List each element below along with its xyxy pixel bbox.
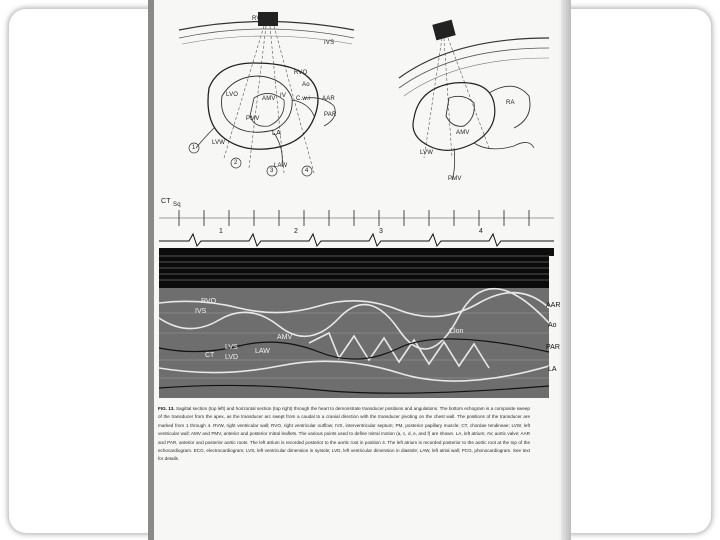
ecg-strip <box>159 196 554 256</box>
label-amv-right: AMV <box>456 130 470 136</box>
label-pmv: PMV <box>246 116 260 122</box>
scanned-page <box>148 0 571 540</box>
label-ao: Ao <box>302 82 310 88</box>
label-la: LA <box>272 130 281 137</box>
horizontal-heart-diagram <box>394 8 554 188</box>
label-lvw: LVW <box>212 140 226 146</box>
label-lvd: LVD <box>225 354 239 361</box>
label-ct-ecg: CT <box>161 198 171 205</box>
label-pmv-right: PMV <box>448 176 462 182</box>
label-par: PAR <box>324 112 337 118</box>
sagittal-heart-diagram <box>174 8 359 188</box>
label-par-side: PAR <box>546 344 560 351</box>
label-clon: Clon <box>449 328 464 335</box>
label-ra: RA <box>506 100 515 106</box>
label-ivs: IVS <box>324 40 335 46</box>
position-1-label: 1 <box>192 145 196 151</box>
label-lvw-right: LVW <box>420 150 434 156</box>
label-amv: AMV <box>262 96 276 102</box>
figure-number: FIG. 13. <box>158 406 175 411</box>
horizontal-heart-drawing <box>394 8 554 188</box>
label-rvw: RVW <box>252 16 267 22</box>
label-lvo: LVO <box>226 92 239 98</box>
label-lvs: LVS <box>225 344 238 351</box>
label-la-side: LA <box>548 366 557 373</box>
label-ct-echo: CT <box>205 352 215 359</box>
ecg-position-2: 2 <box>294 228 299 235</box>
caption-text: Sagittal section (top left) and horizontal section (top right) through the heart to demonstrate transducer positions and angulations. The bottom echogram is a composite sweep of the transducer from the apex, as the transducer arc swept from a caudal to a cranial direction with the transducer pivoting on the chest wall. The positions of the transducer are marked from 1 through 4. RVW, right ventricular wall; RVO, right ventricular outflow; IVS, interventricular septum; PM, posterior papillary muscle; CT, chordae tendineae; LVW, left ventricular wall; AMV and PMV, anterior and posterior mitral leaflets. The various points used to define mitral motion (a, c, d, e, and f) are shown. LA, left atrium; AV, aortic valve; AAR and PAR, anterior and posterior aortic roots. The left atrium is recorded posterior to the aortic root in position 4. The left atrium is recorded posterior to the aortic root at the top of the echocardiogram. ECG, electrocardiogram; LVS, left ventricular dimension in systole; LVD, left ventricular dimension in diastole; LAW, left atrial wall; PCG, phonocardiogram. See text for details. <box>158 406 530 462</box>
label-rvo-echo: RVO <box>201 298 217 305</box>
position-4-label: 4 <box>305 168 309 174</box>
label-ivs-echo: IVS <box>195 308 207 315</box>
ecg-trace <box>159 196 554 256</box>
ecg-position-4: 4 <box>479 228 484 235</box>
figure-caption <box>158 405 530 464</box>
label-sq: Sq <box>173 202 181 208</box>
label-law: LAW <box>274 163 288 169</box>
label-amv-echo: AMV <box>277 334 293 341</box>
label-ao-side: Ao <box>548 322 557 329</box>
scan-right-edge <box>561 0 571 540</box>
label-rvo: RVO <box>294 70 308 76</box>
ecg-position-3: 3 <box>379 228 384 235</box>
book-page <box>154 0 559 540</box>
label-law-echo: LAW <box>255 348 270 355</box>
label-cwi: C.w.i <box>296 96 311 102</box>
m-mode-echogram <box>159 248 549 398</box>
label-iv: IV <box>280 93 287 99</box>
ecg-position-1: 1 <box>219 228 224 235</box>
position-3-label: 3 <box>270 168 274 174</box>
label-aar: AAR <box>322 96 335 102</box>
label-aar-side: AAR <box>546 302 561 309</box>
position-2-label: 2 <box>234 160 238 166</box>
echogram-image <box>159 248 549 398</box>
